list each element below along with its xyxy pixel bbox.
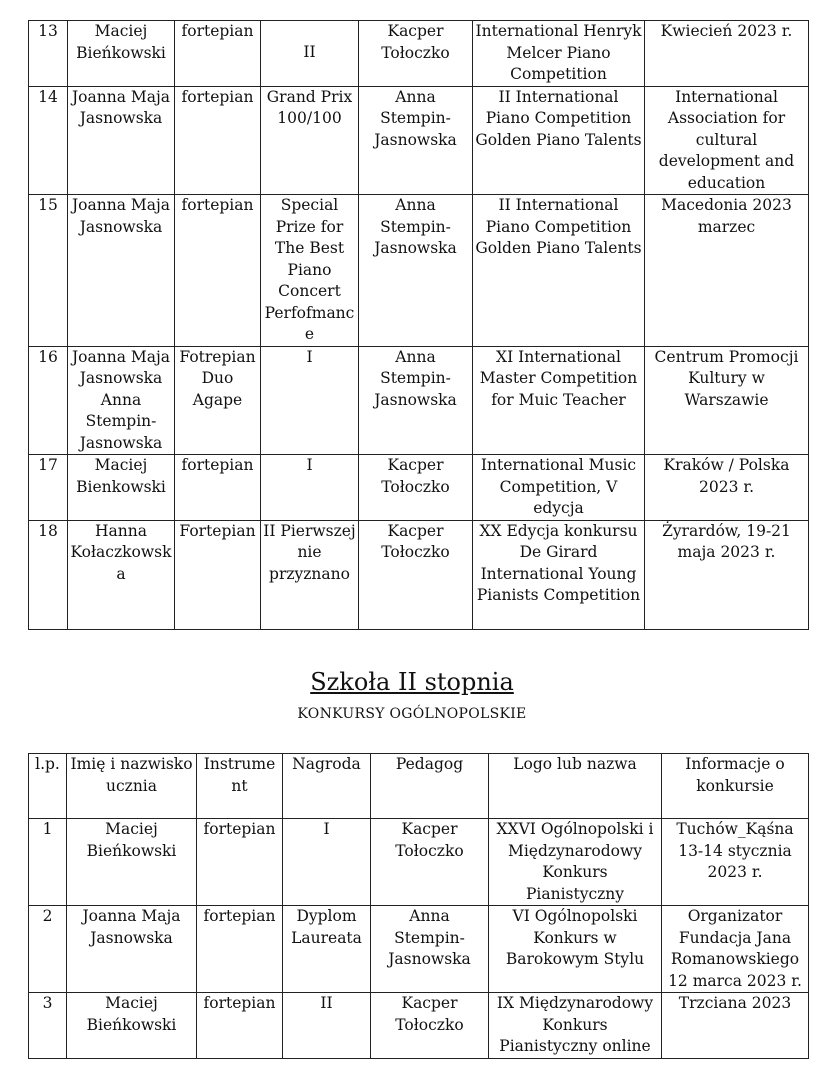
header-lp: l.p. bbox=[29, 754, 67, 819]
cell-info: Kraków / Polska 2023 r. bbox=[645, 455, 809, 521]
cell-competition: XI International Master Competition for Muic Teacher bbox=[473, 346, 645, 455]
cell-competition: International Music Competition, V edycja bbox=[473, 455, 645, 521]
cell-instrument: fortepian bbox=[197, 906, 283, 993]
cell-info: Trzciana 2023 bbox=[662, 993, 809, 1059]
table-row bbox=[29, 346, 809, 455]
cell-info: Tuchów_Kąśna 13-14 stycznia 2023 r. bbox=[662, 819, 809, 906]
cell-instrument: fortepian bbox=[175, 86, 261, 195]
cell-lp: 13 bbox=[29, 21, 68, 87]
cell-lp: 14 bbox=[29, 86, 68, 195]
cell-info: International Association for cultural development and education bbox=[645, 86, 809, 195]
cell-prize: I bbox=[261, 346, 359, 455]
table-row bbox=[29, 906, 809, 993]
cell-prize: I bbox=[261, 455, 359, 521]
table-row bbox=[29, 819, 809, 906]
cell-lp: 2 bbox=[29, 906, 67, 993]
cell-competition: XX Edycja konkursu De Girard International Young Pianists Competition bbox=[473, 520, 645, 629]
cell-lp: 17 bbox=[29, 455, 68, 521]
cell-info: Centrum Promocji Kultury w Warszawie bbox=[645, 346, 809, 455]
cell-teacher: Kacper Tołoczko bbox=[359, 21, 473, 87]
cell-prize: Grand Prix 100/100 bbox=[261, 86, 359, 195]
header-competition: Logo lub nazwa bbox=[489, 754, 662, 819]
cell-prize: II bbox=[261, 21, 359, 87]
cell-teacher: Kacper Tołoczko bbox=[359, 455, 473, 521]
cell-teacher: Anna Stempin-Jasnowska bbox=[371, 906, 489, 993]
table-row bbox=[29, 993, 809, 1059]
cell-name: Joanna Maja Jasnowska bbox=[68, 195, 175, 347]
cell-instrument: fortepian bbox=[197, 993, 283, 1059]
cell-competition: XXVI Ogólnopolski i Międzynarodowy Konkurs Pianistyczny bbox=[489, 819, 662, 906]
cell-prize: II Pierwszej nie przyznano bbox=[261, 520, 359, 629]
cell-info: Organizator Fundacja Jana Romanowskiego 12 marca 2023 r. bbox=[662, 906, 809, 993]
cell-instrument: fortepian bbox=[175, 195, 261, 347]
cell-competition: II International Piano Competition Golden Piano Talents bbox=[473, 195, 645, 347]
table-row bbox=[29, 86, 809, 195]
cell-teacher: Anna Stempin-Jasnowska bbox=[359, 86, 473, 195]
cell-name: Joanna Maja Jasnowska Anna Stempin-Jasnowska bbox=[68, 346, 175, 455]
cell-instrument: Fotrepian Duo Agape bbox=[175, 346, 261, 455]
cell-competition: International Henryk Melcer Piano Competition bbox=[473, 21, 645, 87]
awards-table-international bbox=[28, 20, 809, 630]
table-header-row bbox=[29, 754, 809, 819]
cell-teacher: Anna Stempin-Jasnowska bbox=[359, 195, 473, 347]
cell-competition: II International Piano Competition Golden Piano Talents bbox=[473, 86, 645, 195]
section-subtitle: KONKURSY OGÓLNOPOLSKIE bbox=[297, 706, 527, 722]
cell-name: Joanna Maja Jasnowska bbox=[68, 86, 175, 195]
cell-instrument: fortepian bbox=[175, 21, 261, 87]
cell-competition: IX Międzynarodowy Konkurs Pianistyczny online bbox=[489, 993, 662, 1059]
cell-name: Maciej Bieńkowski bbox=[68, 21, 175, 87]
cell-prize: Dyplom Laureata bbox=[283, 906, 371, 993]
header-instrument: Instrument bbox=[197, 754, 283, 819]
table-row bbox=[29, 195, 809, 347]
header-info: Informacje o konkursie bbox=[662, 754, 809, 819]
cell-name: Maciej Bieńkowski bbox=[67, 993, 197, 1059]
table-row bbox=[29, 21, 809, 87]
cell-lp: 16 bbox=[29, 346, 68, 455]
cell-lp: 3 bbox=[29, 993, 67, 1059]
cell-competition: VI Ogólnopolski Konkurs w Barokowym Stylu bbox=[489, 906, 662, 993]
cell-instrument: Fortepian bbox=[175, 520, 261, 629]
section-title: Szkoła II stopnia bbox=[310, 668, 514, 696]
cell-info: Żyrardów, 19-21 maja 2023 r. bbox=[645, 520, 809, 629]
cell-prize: II bbox=[283, 993, 371, 1059]
cell-name: Joanna Maja Jasnowska bbox=[67, 906, 197, 993]
cell-prize: Special Prize for The Best Piano Concert Perfofmance bbox=[261, 195, 359, 347]
cell-name: Hanna Kołaczkowska bbox=[68, 520, 175, 629]
table-row bbox=[29, 520, 809, 629]
cell-teacher: Kacper Tołoczko bbox=[371, 993, 489, 1059]
cell-info: Kwiecień 2023 r. bbox=[645, 21, 809, 87]
cell-teacher: Kacper Tołoczko bbox=[371, 819, 489, 906]
header-name: Imię i nazwisko ucznia bbox=[67, 754, 197, 819]
cell-prize: I bbox=[283, 819, 371, 906]
table-row bbox=[29, 455, 809, 521]
cell-info: Macedonia 2023 marzec bbox=[645, 195, 809, 347]
cell-instrument: fortepian bbox=[175, 455, 261, 521]
cell-lp: 18 bbox=[29, 520, 68, 629]
cell-name: Maciej Bieńkowski bbox=[67, 819, 197, 906]
cell-lp: 15 bbox=[29, 195, 68, 347]
header-prize: Nagroda bbox=[283, 754, 371, 819]
cell-lp: 1 bbox=[29, 819, 67, 906]
cell-teacher: Anna Stempin-Jasnowska bbox=[359, 346, 473, 455]
awards-table-national bbox=[28, 753, 809, 1059]
header-teacher: Pedagog bbox=[371, 754, 489, 819]
cell-teacher: Kacper Tołoczko bbox=[359, 520, 473, 629]
cell-name: Maciej Bienkowski bbox=[68, 455, 175, 521]
cell-instrument: fortepian bbox=[197, 819, 283, 906]
